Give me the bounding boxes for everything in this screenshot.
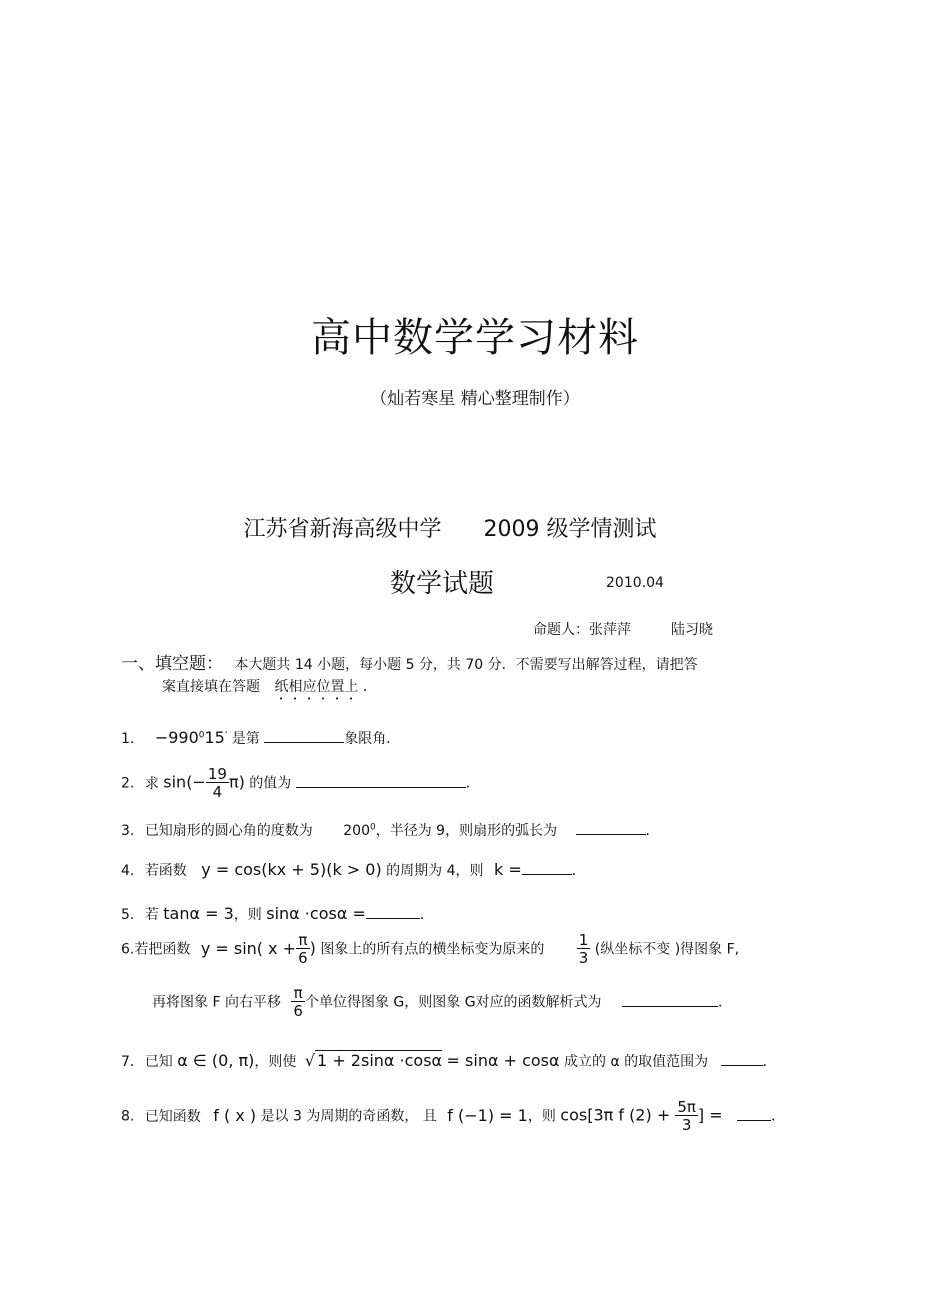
section-instruction-part2: 纸相应位置上 — [274, 679, 359, 695]
question-text: 图象上的所有点的横坐标变为原来的 — [320, 941, 545, 958]
author-second: 陆习晓 — [671, 622, 713, 638]
degree-mark: 0 — [370, 822, 376, 833]
question-text: 求 — [144, 775, 159, 792]
question-text: 的值为 — [249, 775, 292, 792]
fraction-denominator: 3 — [578, 949, 589, 967]
math-expr: sin(− — [163, 772, 206, 792]
section-header — [121, 649, 698, 674]
fraction — [675, 1100, 698, 1133]
math-expr: ] = — [697, 1105, 723, 1125]
question-end: ． — [571, 863, 586, 879]
question-number: 4. — [121, 863, 135, 879]
math-expr: k = — [493, 860, 522, 879]
answer-blank[interactable] — [296, 773, 466, 788]
math-expr: π) — [228, 772, 245, 792]
question-text: 已知函数 — [144, 1108, 201, 1125]
question-text: 是第 — [231, 731, 260, 747]
question-text: 若把函数 — [134, 941, 191, 958]
question-2 — [121, 767, 480, 800]
question-text: 已知扇形的圆心角的度数为 — [144, 823, 313, 839]
question-number: 7. — [121, 1054, 135, 1070]
fraction — [296, 933, 310, 966]
question-text: (纵坐标不变 )得图象 F, — [594, 941, 740, 958]
question-number: 8. — [121, 1108, 135, 1125]
fraction-numerator: 5π — [677, 1098, 696, 1116]
question-text: ，则 — [527, 1108, 556, 1125]
page-title: 高中数学学习材料 — [311, 315, 639, 361]
exam-authors — [533, 619, 713, 639]
exam-subject: 数学试题 — [390, 569, 495, 599]
sqrt-radicand: 1 + 2sinα ·cosα — [317, 1051, 443, 1070]
question-text: 再将图象 F 向右平移 — [152, 994, 281, 1011]
question-text: ，则 — [233, 907, 262, 923]
answer-blank[interactable] — [737, 1106, 771, 1121]
math-expr: y = cos(kx + 5)(k > 0) — [201, 860, 382, 879]
question-6-line2 — [152, 986, 732, 1019]
exam-heading — [0, 512, 900, 543]
question-6 — [121, 933, 739, 966]
fraction-denominator: 6 — [298, 949, 308, 967]
fraction-denominator: 3 — [681, 1116, 692, 1134]
section-instruction-cont — [162, 676, 377, 703]
question-text: 的周期为 4，则 — [386, 863, 484, 879]
question-number: 2. — [121, 775, 135, 792]
question-end: ． — [771, 1108, 786, 1125]
answer-blank[interactable] — [522, 860, 572, 875]
question-text: 个单位得图象 G，则图象 G对应的函数解析式为 — [304, 994, 602, 1011]
section-title: 一、填空题： — [121, 654, 223, 674]
school-name: 江苏省新海高级中学 — [243, 517, 442, 542]
minute-mark: ' — [224, 730, 228, 741]
math-expr: sinα ·cosα = — [266, 904, 366, 923]
question-4 — [121, 860, 586, 880]
section-instruction: 本大题共 14 小题，每小题 5 分，共 70 分．不需要写出解答过程，请把答 — [234, 657, 698, 673]
fraction — [206, 767, 229, 800]
fraction — [577, 933, 591, 966]
answer-blank[interactable] — [721, 1051, 763, 1066]
fraction-denominator: 6 — [293, 1002, 303, 1020]
question-end: ． — [419, 907, 434, 923]
question-7 — [121, 1051, 777, 1071]
question-text: 成立的 α 的取值范围为 — [564, 1054, 709, 1070]
question-text: 象限角． — [344, 731, 401, 747]
exam-date: 2010.04 — [606, 575, 664, 591]
fraction-numerator: 1 — [578, 931, 589, 949]
question-number: 5. — [121, 907, 135, 923]
question-text: 是以 3 为周期的奇函数， 且 — [260, 1108, 437, 1125]
section-instruction-part1: 案直接填在答题 — [162, 679, 260, 695]
question-text: 已知 — [144, 1054, 173, 1070]
question-number: 3. — [121, 823, 135, 839]
fraction-denominator: 4 — [212, 783, 223, 801]
question-end: ． — [762, 1054, 777, 1070]
math-expr: tanα = 3 — [163, 904, 234, 923]
answer-blank[interactable] — [622, 992, 718, 1007]
fraction-numerator: 19 — [207, 765, 227, 783]
question-3 — [121, 820, 660, 840]
author-label: 命题人：张萍萍 — [533, 622, 631, 638]
math-expr: 15 — [204, 728, 225, 747]
question-text: ，半径为 9，则扇形的弧长为 — [375, 823, 558, 839]
answer-blank[interactable] — [264, 728, 344, 743]
question-number: 1. — [121, 731, 135, 747]
question-end: ． — [465, 775, 480, 792]
question-text: ，则使 — [254, 1054, 297, 1070]
question-text: 若 — [144, 907, 159, 923]
math-expr: −990 — [154, 728, 199, 747]
math-expr: cos[3π f (2) + — [560, 1105, 676, 1125]
question-5 — [121, 904, 434, 924]
exam-grade: 2009 级学情测试 — [483, 517, 657, 542]
question-1 — [121, 728, 400, 748]
math-expr: α ∈ (0, π) — [177, 1051, 255, 1070]
page-subtitle: （灿若寒星 精心整理制作） — [370, 389, 580, 409]
question-8 — [121, 1100, 785, 1133]
answer-blank[interactable] — [366, 904, 420, 919]
sqrt-expr: √ 1 + 2sinα ·cosα — [304, 1051, 443, 1070]
fraction-numerator: π — [291, 986, 305, 1002]
math-expr: y = sin( x + — [200, 938, 297, 958]
fraction — [291, 986, 305, 1019]
math-expr: 200 — [343, 823, 370, 839]
question-text: 若函数 — [144, 863, 187, 879]
math-expr: f ( x ) — [213, 1105, 257, 1125]
question-number: 6. — [121, 941, 135, 958]
question-end: ． — [645, 823, 660, 839]
math-expr: f (−1) = 1 — [447, 1105, 528, 1125]
fraction-numerator: π — [296, 933, 310, 949]
answer-blank[interactable] — [576, 820, 646, 835]
section-instruction-end: ． — [362, 679, 377, 695]
degree-mark: 0 — [198, 730, 205, 741]
question-end: ． — [718, 994, 733, 1011]
math-expr: = sinα + cosα — [446, 1051, 560, 1070]
math-expr: ) — [309, 938, 316, 958]
